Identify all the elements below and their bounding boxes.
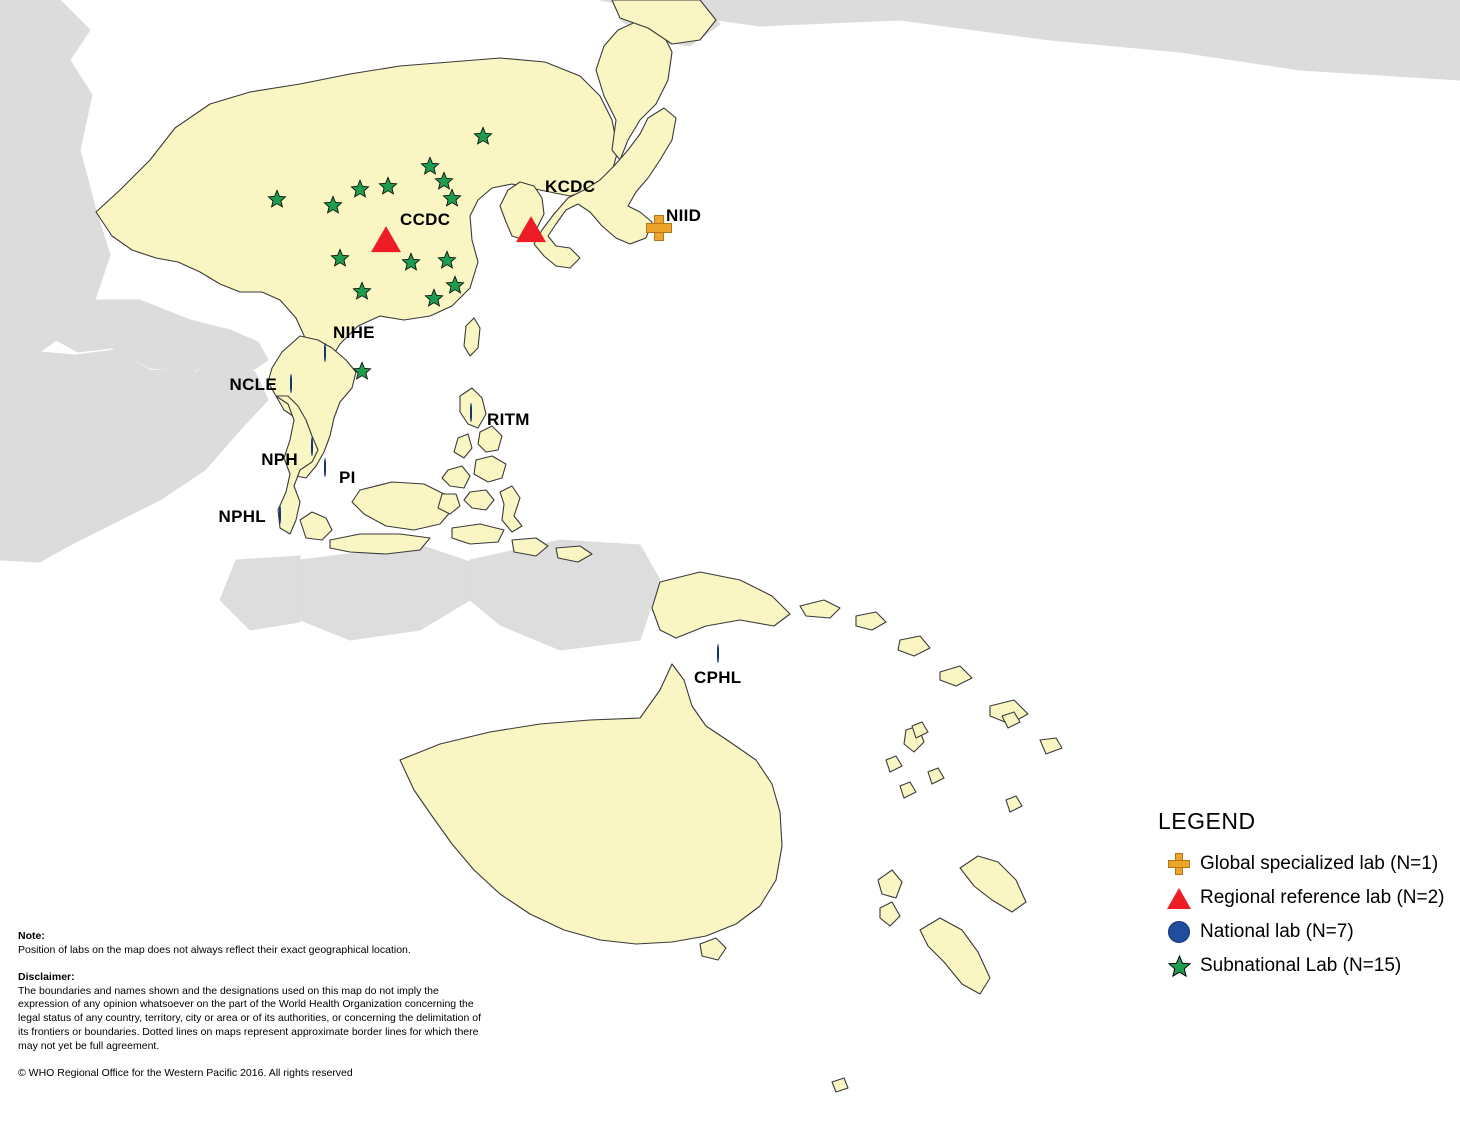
star-icon — [331, 249, 350, 268]
disclaimer-heading: Disclaimer: — [18, 970, 75, 983]
legend-item-label: Subnational Lab (N=15) — [1200, 955, 1402, 976]
lab-label-nphl: NPHL — [218, 507, 266, 526]
star-icon — [425, 289, 444, 308]
star-icon — [443, 189, 462, 208]
legend-title: LEGEND — [1158, 808, 1256, 834]
star-icon — [379, 177, 398, 196]
star-icon — [351, 180, 370, 199]
disclaimer-text: The boundaries and names shown and the designations used on this map do not imply the expression of any opinion whatsoever on the part of the World Health Organization concerning the legal status of any country, territory, city or area or of its authorities, or concerning the delimitation of its frontiers or boundaries. Dotted lines on maps represent approximate border lines for which there may not yet be full agreement. — [18, 984, 481, 1053]
triangle-icon — [1158, 888, 1200, 909]
star-icon — [353, 362, 372, 381]
star-icon — [1158, 955, 1200, 978]
cross-icon — [1158, 853, 1200, 875]
note-block — [18, 930, 488, 958]
legend-item-global-specialized-lab — [1158, 847, 1458, 881]
lab-label-pi: PI — [339, 468, 356, 487]
triangle-icon — [516, 199, 546, 217]
star-icon — [438, 251, 457, 270]
copyright-text: © WHO Regional Office for the Western Pacific 2016. All rights reserved — [18, 1066, 353, 1079]
star-icon — [324, 196, 343, 215]
legend-item-label: Global specialized lab (N=1) — [1200, 853, 1439, 874]
star-icon — [268, 190, 287, 209]
legend-item-national-lab — [1158, 915, 1458, 949]
legend-item-subnational-lab — [1158, 949, 1458, 983]
star-icon — [402, 253, 421, 272]
lab-label-kcdc: KCDC — [545, 177, 596, 196]
disclaimer-block — [18, 971, 488, 1054]
lab-label-ritm: RITM — [487, 410, 530, 429]
lab-label-nihe: NIHE — [333, 323, 375, 342]
triangle-icon — [371, 209, 401, 227]
lab-label-cphl: CPHL — [694, 668, 742, 687]
star-icon — [446, 276, 465, 295]
circle-icon — [1158, 921, 1200, 943]
lab-label-niid: NIID — [666, 206, 702, 225]
note-heading: Note: — [18, 930, 45, 942]
legend — [1158, 808, 1458, 983]
star-icon — [474, 127, 493, 146]
legend-item-regional-reference-lab — [1158, 881, 1458, 915]
legend-item-label: National lab (N=7) — [1200, 921, 1354, 942]
star-icon — [353, 282, 372, 301]
note-text: Position of labs on the map does not always reflect their exact geographical location. — [18, 943, 411, 956]
lab-label-ccdc: CCDC — [400, 210, 451, 229]
legend-item-label: Regional reference lab (N=2) — [1200, 887, 1445, 908]
map-footnotes — [18, 930, 488, 1081]
lab-label-ncle: NCLE — [229, 375, 277, 394]
lab-label-nph: NPH — [261, 450, 298, 469]
